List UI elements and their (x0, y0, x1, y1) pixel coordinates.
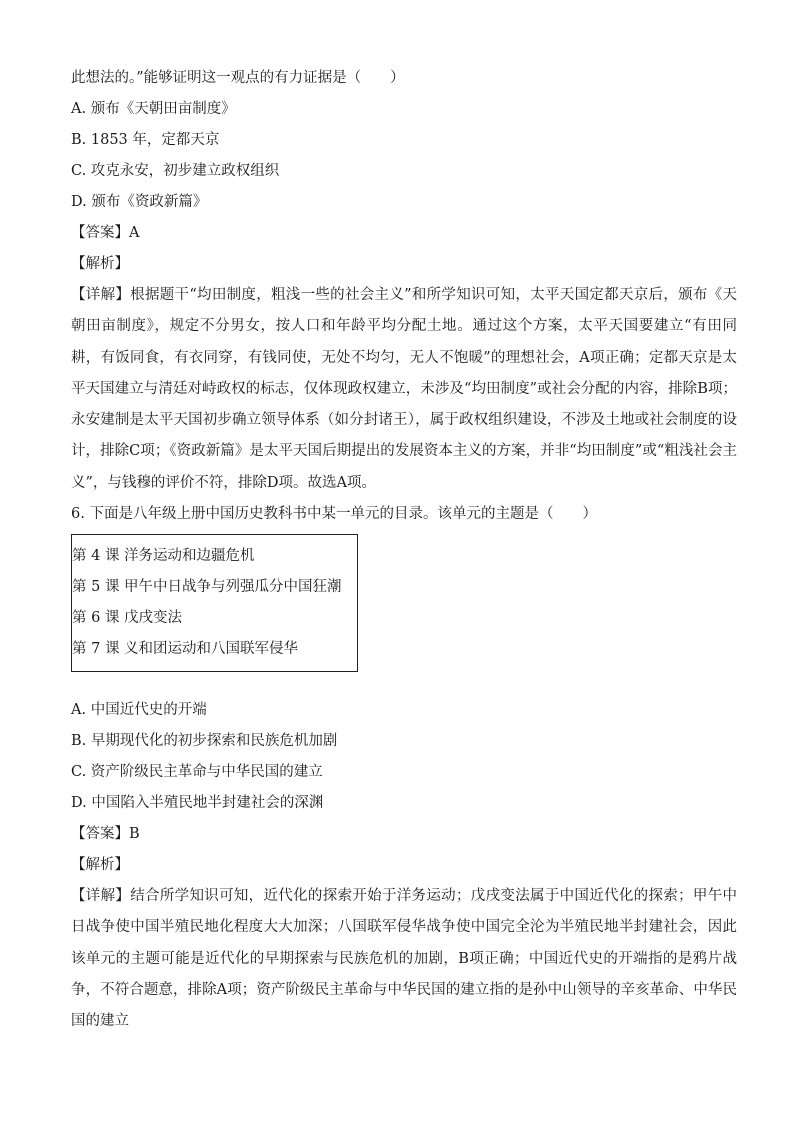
answer: 【答案】B (71, 826, 140, 843)
toc-item: 第 6 课 戊戌变法 (72, 610, 183, 627)
option-c: C. 攻克永安，初步建立政权组织 (71, 163, 280, 179)
analysis-label: 【解析】 (71, 857, 129, 874)
option-b: B. 早期现代化的初步探索和民族危机加剧 (71, 733, 338, 750)
question-stem-tail: 此想法的。”能够证明这一观点的有力证据是（ ） (71, 70, 405, 86)
option-a: A. 颁布《天朝田亩制度》 (71, 101, 236, 117)
option-b: B. 1853 年，定都天京 (71, 132, 220, 148)
option-a: A. 中国近代史的开端 (71, 702, 207, 719)
document-page (71, 63, 737, 1038)
detail-paragraph: 【详解】结合所学知识可知，近代化的探索开始于洋务运动；戊戌变法属于中国近代化的探索；甲午中日战争使中国半殖民地化程度大大加深；八国联军侵华战争使中国完全沦为半殖民地半封建社会，因此该单元的主题可能是近代化的早期探索与民族危机的加剧，B项正确；中国近代史的开端指的是鸦片战争，不符合题意，排除A项；资产阶级民主革命与中华民国的建立指的是孙中山领导的辛亥革命、中华民国的建立 (71, 888, 737, 1030)
option-d: D. 中国陷入半殖民地半封建社会的深渊 (71, 795, 324, 812)
answer: 【答案】A (71, 225, 140, 241)
toc-item: 第 7 课 义和团运动和八国联军侵华 (72, 641, 299, 658)
table-of-contents-box (71, 534, 358, 672)
toc-item: 第 4 课 洋务运动和边疆危机 (72, 548, 255, 565)
toc-item: 第 5 课 甲午中日战争与列强瓜分中国狂潮 (72, 579, 342, 596)
option-c: C. 资产阶级民主革命与中华民国的建立 (71, 764, 323, 781)
question-stem: 6. 下面是八年级上册中国历史教科书中某一单元的目录。该单元的主题是（ ） (71, 506, 597, 523)
option-d: D. 颁布《资政新篇》 (71, 194, 208, 210)
detail-paragraph: 【详解】根据题干“均田制度，粗浅一些的社会主义”和所学知识可知，太平天国定都天京后，颁布《天朝田亩制度》，规定不分男女，按人口和年龄平均分配土地。通过这个方案，太平天国要建立“有田同耕，有饭同食，有衣同穿，有钱同使，无处不均匀，无人不饱暖”的理想社会，A项正确；定都天京是太平天国建立与清廷对峙政权的标志，仅体现政权建立，未涉及“均田制度”或社会分配的内容，排除B项；永安建制是太平天国初步确立领导体系（如分封诸王），属于政权组织建设，不涉及土地或社会制度的设计，排除C项；《资政新篇》是太平天国后期提出的发展资本主义的方案，并非“均田制度”或“粗浅社会主义”，与钱穆的评价不符，排除D项。故选A项。 (71, 287, 737, 491)
analysis-label: 【解析】 (71, 256, 129, 272)
